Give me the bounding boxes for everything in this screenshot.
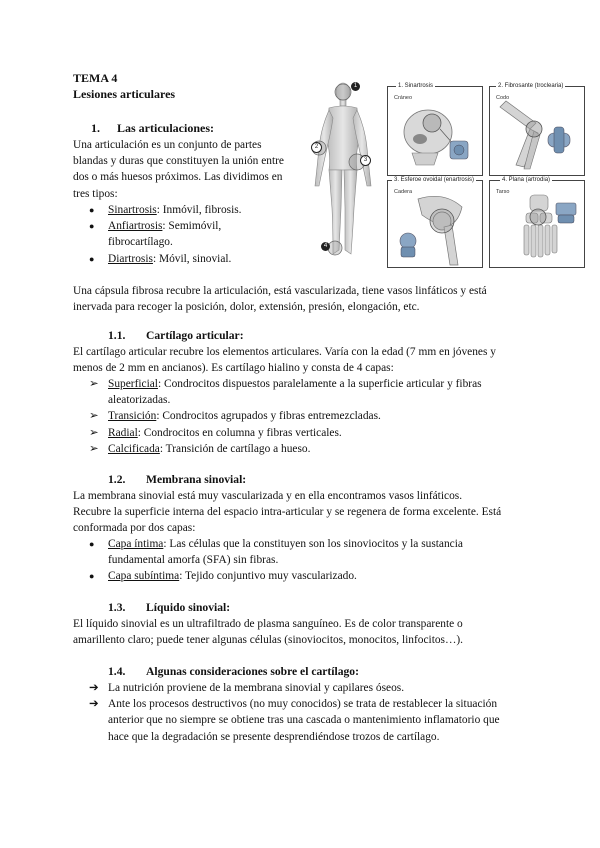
text-line: El cartílago articular recubre los elementos articulares. Varía con la edad (7 mm en jóvenes y bbox=[73, 346, 496, 358]
list-item bbox=[89, 696, 534, 745]
hip-joint-icon bbox=[388, 181, 482, 267]
tema-subtitle: Lesiones articulares bbox=[73, 87, 176, 101]
joint-types-figure bbox=[305, 78, 585, 268]
marker-3: 3 bbox=[360, 155, 371, 166]
bullet-icon: ● bbox=[89, 221, 95, 232]
text-line: Ante los procesos destructivos (no muy conocidos) se trata de restablecer la situación bbox=[108, 698, 498, 711]
term-description: : Las células que la constituyen son los sinoviocitos y la sustancia bbox=[163, 538, 463, 550]
panel-enartrosis bbox=[387, 177, 483, 268]
text-line: blandas y duras que constituyen la unión entre bbox=[73, 155, 284, 168]
term: Sinartrosis bbox=[108, 204, 157, 216]
human-body-illustration bbox=[305, 78, 375, 268]
document-title bbox=[73, 70, 175, 102]
tema-heading: TEMA 4 bbox=[73, 71, 118, 85]
bullet-icon: ● bbox=[89, 205, 95, 215]
text-line: Una cápsula fibrosa recubre la articulación, está vascularizada, tiene vasos linfáticos y está bbox=[73, 285, 487, 297]
arrow-bullet-icon: ➔ bbox=[89, 682, 99, 694]
text-line: inervada para recoger la posición, dolor, extensión, presión, elongación, etc. bbox=[73, 301, 420, 314]
panel-sinartrosis bbox=[387, 83, 483, 176]
term: Radial bbox=[108, 426, 138, 439]
synovial-layers-list bbox=[89, 536, 534, 585]
arrowhead-bullet-icon: ➢ bbox=[89, 442, 99, 455]
section-1-heading bbox=[91, 121, 214, 136]
list-item bbox=[89, 536, 534, 568]
text-line: Recubre la superficie interna del espacio intra-articular y se regenera de forma excelente. Está bbox=[73, 506, 502, 519]
panel-title: 3. Esferoe ovoidal (enartrosis) bbox=[394, 177, 475, 183]
text-line: conformada por dos capas: bbox=[73, 522, 196, 535]
section-title: Las articulaciones: bbox=[117, 121, 214, 135]
joint-types-list bbox=[89, 202, 299, 267]
term-description: : Condrocitos en columna y fibras verticales. bbox=[137, 426, 342, 439]
arrowhead-bullet-icon: ➢ bbox=[89, 426, 99, 439]
foot-bones-icon bbox=[490, 181, 584, 267]
section-1-3-text bbox=[73, 616, 528, 648]
text-line: hace que la degradación se presente desprendiéndose trozos de cartílago. bbox=[108, 730, 440, 743]
text-line: Una articulación es un conjunto de partes bbox=[73, 139, 262, 151]
section-1-intro bbox=[73, 137, 303, 202]
section-number: 1.1. bbox=[108, 329, 126, 342]
list-item bbox=[89, 568, 534, 584]
section-number: 1. bbox=[91, 121, 100, 135]
panel-artrodia bbox=[489, 177, 585, 268]
section-1-4-heading bbox=[108, 664, 359, 680]
panel-title: 4. Plana (artrodia) bbox=[502, 177, 551, 183]
arrow-bullet-icon: ➔ bbox=[89, 698, 99, 711]
text-line: menos de 2 mm en ancianos). Es cartílago hialino y consta de 4 capas: bbox=[73, 362, 394, 375]
section-number: 1.4. bbox=[108, 665, 126, 678]
cartilage-layers-list bbox=[89, 376, 534, 457]
arrowhead-bullet-icon: ➢ bbox=[89, 378, 99, 390]
term-description: : Transición de cartílago a hueso. bbox=[159, 442, 311, 455]
panel-troclearia bbox=[489, 83, 585, 176]
section-1-1-heading bbox=[108, 328, 244, 344]
section-1-1-text bbox=[73, 344, 528, 376]
elbow-joint-icon bbox=[490, 87, 584, 175]
panel-label: Codo bbox=[496, 95, 510, 101]
list-item bbox=[89, 376, 534, 408]
section-number: 1.2. bbox=[108, 473, 126, 486]
term-description: : Semimóvil, bbox=[162, 220, 222, 233]
section-1-2-heading bbox=[108, 472, 246, 488]
cartilage-considerations-list bbox=[89, 680, 534, 745]
list-item bbox=[89, 408, 534, 424]
section-1-3-heading bbox=[108, 600, 230, 616]
term-description-cont: fibrocartílago. bbox=[108, 236, 173, 249]
marker-4: 4 bbox=[321, 242, 330, 251]
arrowhead-bullet-icon: ➢ bbox=[89, 410, 99, 423]
term-description-cont: fundamental amorfa (SFA) sin fibras. bbox=[108, 554, 279, 567]
text-line: tres tipos: bbox=[73, 187, 118, 200]
list-item bbox=[89, 202, 299, 218]
term: Transición bbox=[108, 410, 157, 423]
list-item bbox=[89, 441, 534, 457]
panel-title: 2. Fibrosante (troclearia) bbox=[498, 83, 564, 89]
marker-2: 2 bbox=[311, 142, 322, 153]
section-title: Cartílago articular: bbox=[146, 329, 244, 342]
list-item bbox=[89, 251, 299, 267]
bullet-icon: ● bbox=[89, 539, 95, 549]
term: Superficial bbox=[108, 378, 158, 390]
marker-1: 1 bbox=[351, 82, 360, 91]
panel-label: Cadera bbox=[394, 189, 413, 195]
term-description: : Condrocitos dispuestos paralelamente a la superficie articular y fibras bbox=[157, 378, 482, 390]
bullet-icon: ● bbox=[89, 571, 95, 582]
section-title: Algunas consideraciones sobre el cartílago: bbox=[146, 665, 359, 678]
capsule-paragraph bbox=[73, 283, 528, 315]
term: Calcificada bbox=[108, 442, 160, 455]
panel-label: Tarso bbox=[496, 189, 510, 195]
bullet-icon: ● bbox=[89, 253, 95, 264]
term-description: : Tejido conjuntivo muy vascularizado. bbox=[179, 570, 357, 583]
text-line: dos o más huesos próximos. Las dividimos en bbox=[73, 171, 283, 184]
section-number: 1.3. bbox=[108, 601, 126, 614]
list-item bbox=[89, 425, 534, 441]
panel-title: 1. Sinartrosis bbox=[398, 83, 434, 89]
term-description: : Inmóvil, fibrosis. bbox=[156, 204, 242, 216]
text-line: amarillento claro; puede tener algunas células (sinoviocitos, monocitos, linfocitos…). bbox=[73, 634, 464, 647]
panel-label: Cráneo bbox=[394, 95, 413, 101]
skull-icon bbox=[388, 87, 482, 175]
term-description: : Móvil, sinovial. bbox=[152, 252, 232, 265]
term: Anfiartrosis bbox=[108, 220, 163, 233]
text-line: El líquido sinovial es un ultrafiltrado de plasma sanguíneo. Es de color transparente o bbox=[73, 618, 463, 630]
term-description: : Condrocitos agrupados y fibras entremezcladas. bbox=[156, 410, 381, 423]
text-line: anterior que no siempre se obtiene tras una cascada o mantenimiento inflamatorio que bbox=[108, 714, 500, 727]
section-title: Líquido sinovial: bbox=[146, 601, 231, 614]
text-line: La membrana sinovial está muy vascularizada y en ella encontramos vasos linfáticos. bbox=[73, 490, 463, 502]
term: Diartrosis bbox=[108, 252, 153, 265]
section-title: Membrana sinovial: bbox=[146, 473, 247, 486]
section-1-2-text bbox=[73, 488, 528, 537]
term: Capa íntima bbox=[108, 538, 164, 550]
list-item bbox=[89, 218, 299, 250]
list-item bbox=[89, 680, 534, 696]
text-line: La nutrición proviene de la membrana sinovial y capilares óseos. bbox=[108, 682, 405, 694]
term-description-cont: aleatorizadas. bbox=[108, 394, 171, 407]
term: Capa subíntima bbox=[108, 570, 180, 583]
